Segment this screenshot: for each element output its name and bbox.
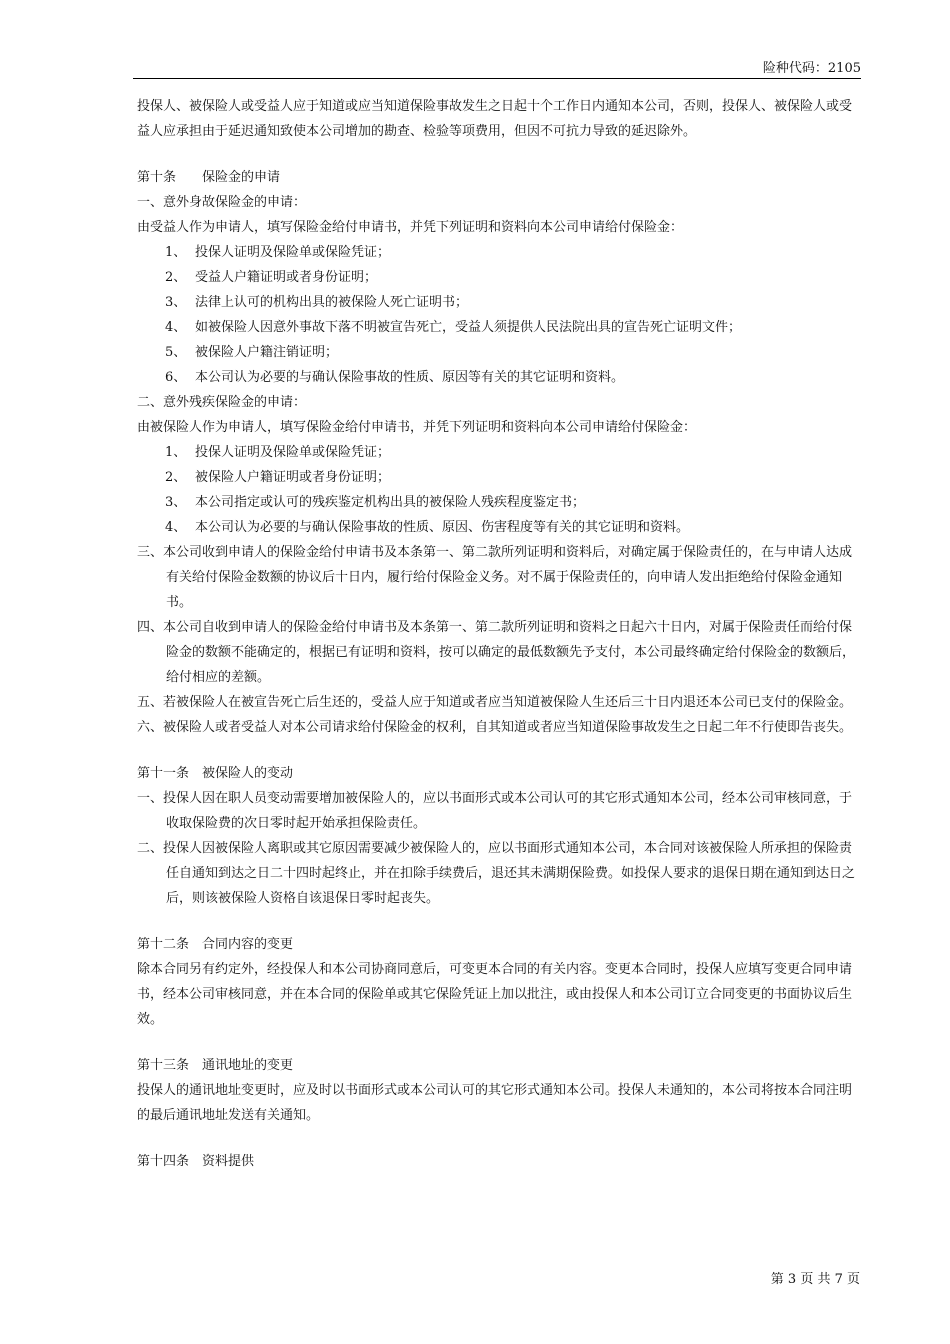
art10-sec1-list	[137, 240, 861, 390]
art13-text: 投保人的通讯地址变更时，应及时以书面形式或本公司认可的其它形式通知本公司。投保人未通知的，本公司将按本合同注明的最后通讯地址发送有关通知。	[137, 1083, 853, 1123]
page-number: 第 3 页 共 7 页	[770, 1272, 860, 1287]
article-12-title: 第十二条 合同内容的变更	[137, 937, 294, 952]
art10-sec4: 四、本公司自收到申请人的保险金给付申请书及本条第一、第二款所列证明和资料之日起六十日内，对属于保险责任而给付保险金的数额不能确定的，根据已有证明和资料，按可以确定的最低数额先予支付，本公司最终确定给付保险金的数额后，给付相应的差额。	[137, 620, 856, 685]
list-item: 5、 被保险人户籍注销证明；	[165, 345, 339, 360]
list-item: 6、 本公司认为必要的与确认保险事故的性质、原因等有关的其它证明和资料。	[165, 370, 625, 385]
art10-sec5: 五、若被保险人在被宣告死亡后生还的，受益人应于知道或者应当知道被保险人生还后三十日内退还本公司已支付的保险金。	[137, 695, 853, 710]
document-body	[137, 94, 861, 1174]
art12-text: 除本合同另有约定外，经投保人和本公司协商同意后，可变更本合同的有关内容。变更本合同时，投保人应填写变更合同申请书，经本公司审核同意，并在本合同的保险单或其它保险凭证上加以批注，或由投保人和本公司订立合同变更的书面协议后生效。	[137, 962, 853, 1027]
art10-sec6: 六、被保险人或者受益人对本公司请求给付保险金的权利，自其知道或者应当知道保险事故发生之日起二年不行使即告丧失。	[137, 720, 853, 735]
list-item: 1、 投保人证明及保险单或保险凭证；	[165, 445, 391, 460]
article-13-title: 第十三条 通讯地址的变更	[137, 1058, 294, 1073]
article-10-title: 第十条 保险金的申请	[137, 170, 281, 185]
art10-sec2-title: 二、意外残疾保险金的申请：	[137, 395, 307, 410]
list-item: 1、 投保人证明及保险单或保险凭证；	[165, 245, 391, 260]
list-item: 4、 如被保险人因意外事故下落不明被宣告死亡，受益人须提供人民法院出具的宣告死亡证明文件；	[165, 320, 742, 335]
list-item: 4、 本公司认为必要的与确认保险事故的性质、原因、伤害程度等有关的其它证明和资料。	[165, 520, 690, 535]
art10-sec2-lead: 由被保险人作为申请人，填写保险金给付申请书，并凭下列证明和资料向本公司申请给付保险金：	[137, 420, 697, 435]
art10-sec1-lead: 由受益人作为申请人，填写保险金给付申请书，并凭下列证明和资料向本公司申请给付保险金：	[137, 220, 684, 235]
art10-sec1-title: 一、意外身故保险金的申请：	[137, 195, 307, 210]
page-header	[133, 60, 861, 79]
art11-sec2: 二、投保人因被保险人离职或其它原因需要减少被保险人的，应以书面形式通知本公司，本合同对该被保险人所承担的保险责任自通知到达之日二十四时起终止，并在扣除手续费后，退还其未满期保险费。如投保人要求的退保日期在通知到达日之后，则该被保险人资格自该退保日零时起丧失。	[137, 841, 856, 906]
article-11-title: 第十一条 被保险人的变动	[137, 766, 294, 781]
art10-sec2-list	[137, 440, 861, 540]
article-14-title: 第十四条 资料提供	[137, 1154, 255, 1169]
art11-sec1: 一、投保人因在职人员变动需要增加被保险人的，应以书面形式或本公司认可的其它形式通知本公司，经本公司审核同意，于收取保险费的次日零时起开始承担保险责任。	[137, 791, 853, 831]
list-item: 3、 法律上认可的机构出具的被保险人死亡证明书；	[165, 295, 469, 310]
product-code: 险种代码：2105	[762, 61, 861, 76]
list-item: 3、 本公司指定或认可的残疾鉴定机构出具的被保险人残疾程度鉴定书；	[165, 495, 586, 510]
intro-paragraph: 投保人、被保险人或受益人应于知道或应当知道保险事故发生之日起十个工作日内通知本公司，否则，投保人、被保险人或受益人应承担由于延迟通知致使本公司增加的勘查、检验等项费用，但因不可抗力导致的延迟除外。	[137, 99, 853, 139]
art10-sec3: 三、本公司收到申请人的保险金给付申请书及本条第一、第二款所列证明和资料后，对确定属于保险责任的，在与申请人达成有关给付保险金数额的协议后十日内，履行给付保险金义务。对不属于保险责任的，向申请人发出拒绝给付保险金通知书。	[137, 545, 853, 610]
list-item: 2、 被保险人户籍证明或者身份证明；	[165, 470, 391, 485]
list-item: 2、 受益人户籍证明或者身份证明；	[165, 270, 378, 285]
